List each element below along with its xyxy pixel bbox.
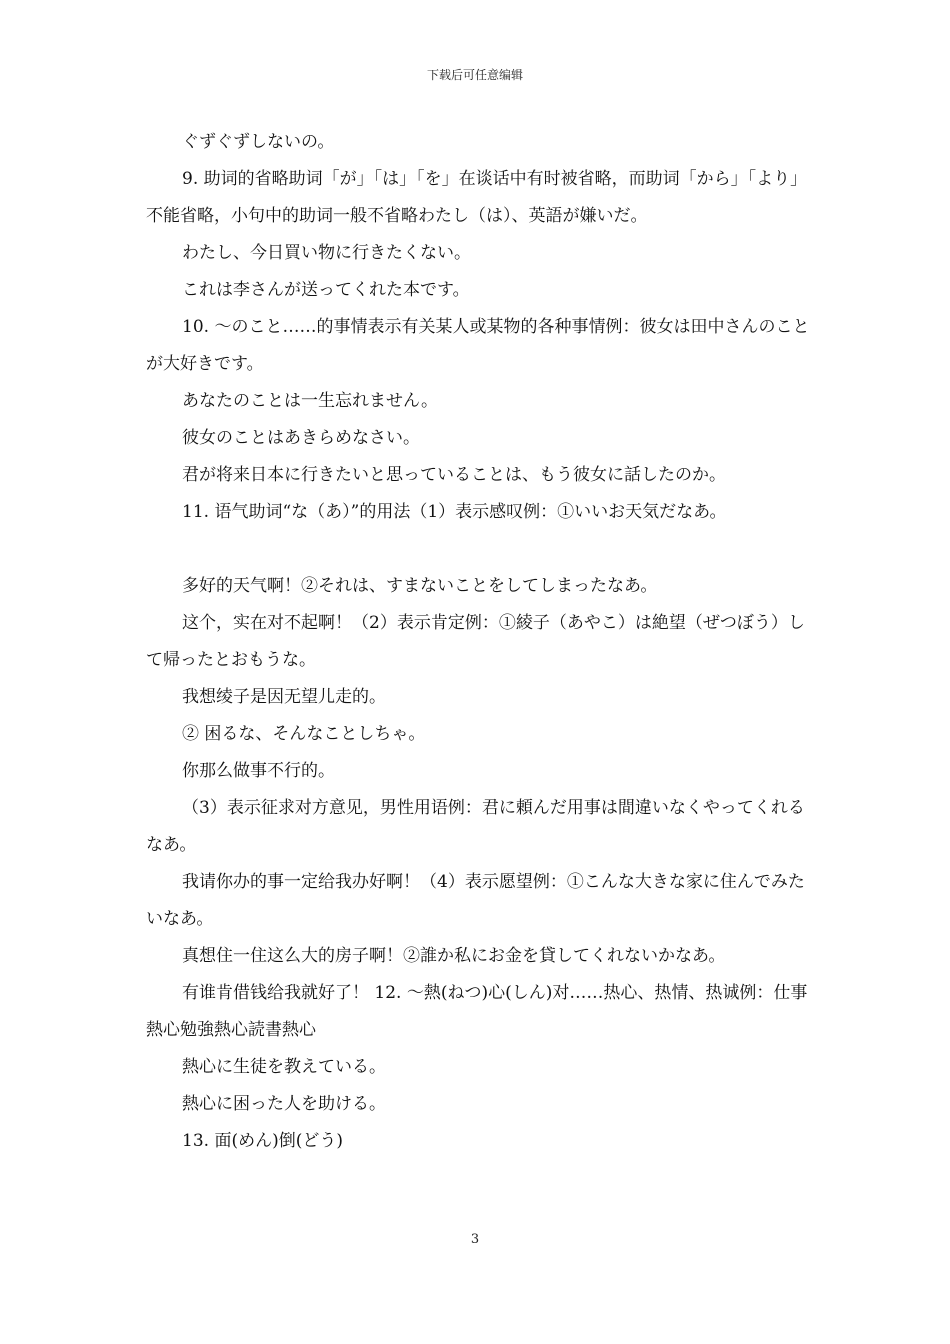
paragraph: 君が将来日本に行きたいと思っていることは、もう彼女に話したのか。	[182, 465, 726, 485]
paragraph: ② 困るな、そんなことしちゃ。	[182, 724, 426, 744]
paragraph: 我请你办的事一定给我办好啊！（4）表示愿望例：①こんな大きな家に住んでみたいなあ。	[146, 872, 805, 929]
page-header: 下载后可任意编辑	[426, 68, 523, 82]
paragraph: これは李さんが送ってくれた本です。	[182, 280, 470, 300]
paragraph: （3）表示征求对方意见，男性用语例：君に頼んだ用事は間違いなくやってくれるなあ。	[146, 798, 805, 855]
paragraph: 9. 助词的省略助词「が」「は」「を」在谈话中有时被省略，而助词「から」「より」不能省略，小句中的助词一般不省略わたし（は）、英語が嫌いだ。	[146, 169, 808, 226]
paragraph: あなたのことは一生忘れません。	[182, 391, 439, 411]
paragraph: 11. 语气助词“な（あ）”的用法（1）表示感叹例：①いいお天気だなあ。	[182, 502, 727, 522]
paragraph: 熱心に生徒を教えている。	[182, 1057, 386, 1077]
paragraph: 10. ～のこと……的事情表示有关某人或某物的各种事情例：彼女は田中さんのことが大好きです。	[146, 317, 810, 374]
blank-line	[146, 531, 816, 568]
paragraph: 我想绫子是因无望儿走的。	[182, 687, 386, 707]
paragraph: わたし、今日買い物に行きたくない。	[182, 243, 471, 263]
paragraph: 有谁肯借钱给我就好了！ 12. ～熱(ねつ)心(しん)对……热心、热情、热诚例：仕事熱心勉強熱心読書熱心	[146, 983, 808, 1040]
paragraph: 你那么做事不行的。	[182, 761, 335, 781]
paragraph: 熱心に困った人を助ける。	[182, 1094, 386, 1114]
paragraph: 真想住一住这么大的房子啊！②誰か私にお金を貸してくれないかなあ。	[182, 946, 726, 966]
paragraph: 多好的天气啊！②それは、すまないことをしてしまったなあ。	[182, 576, 658, 596]
paragraph: ぐずぐずしないの。	[182, 132, 335, 152]
paragraph: 13. 面(めん)倒(どう)	[182, 1131, 343, 1151]
paragraph: 这个，实在对不起啊！（2）表示肯定例：①綾子（あやこ）は絶望（ぜつぼう）して帰ったとおもうな。	[146, 613, 805, 670]
document-body	[146, 124, 816, 1160]
paragraph: 彼女のことはあきらめなさい。	[182, 428, 420, 448]
page-number: 3	[470, 1232, 480, 1247]
